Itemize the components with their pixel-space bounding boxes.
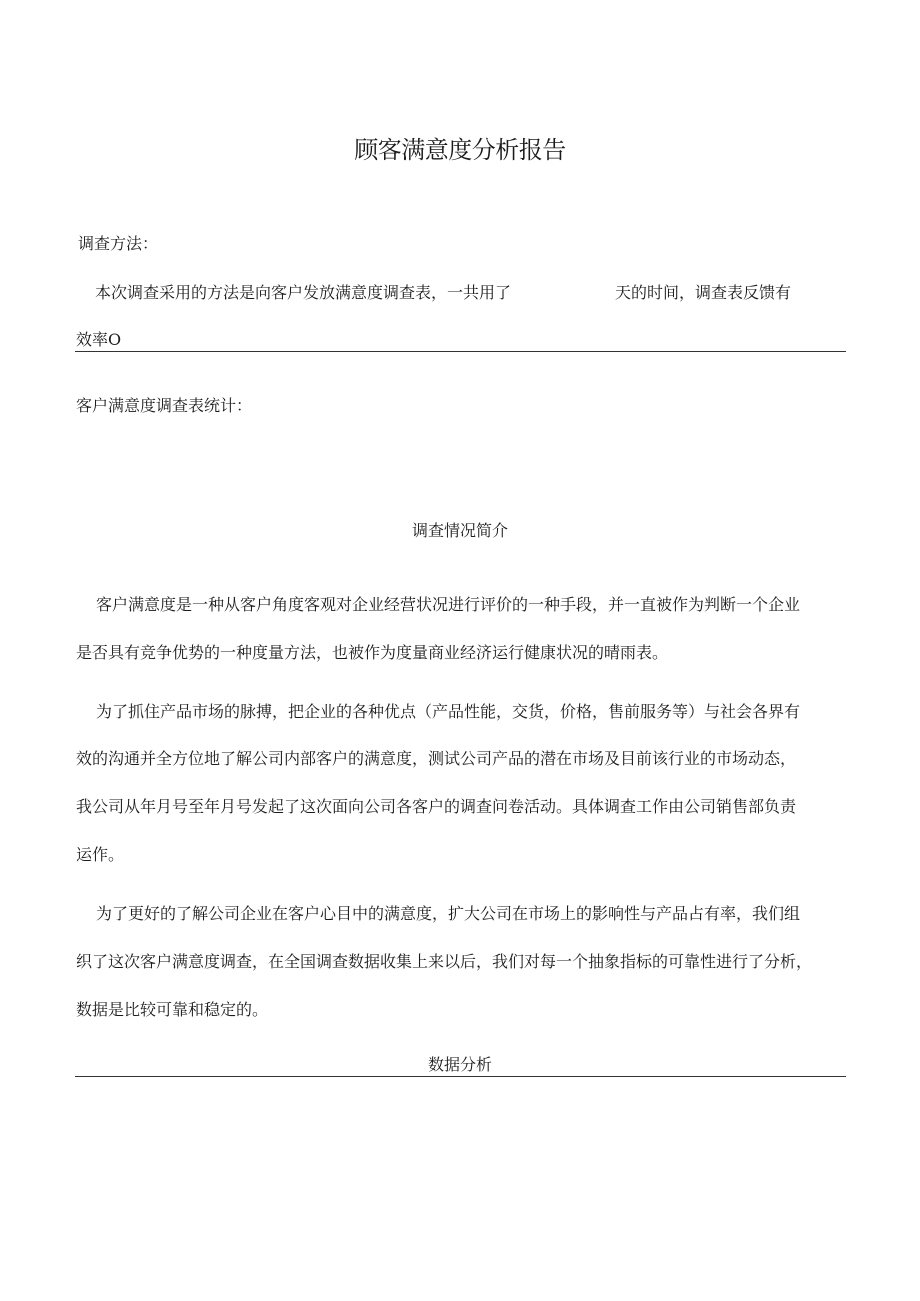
survey-method-line1-right: 天的时间，调查表反馈有: [615, 283, 792, 302]
intro-p1-line: 是否具有竞争优势的一种度量方法，也被作为度量商业经济运行健康状况的晴雨表。: [76, 643, 669, 662]
analysis-heading: 数据分析: [427, 1055, 492, 1074]
intro-section-heading: 调查情况简介: [411, 521, 508, 540]
intro-p2-line: 为了抓住产品市场的脉搏，把企业的各种优点（产品性能，交货，价格，售前服务等）与社会各界有: [96, 702, 801, 721]
intro-p3-line: 数据是比较可靠和稳定的。: [76, 1000, 269, 1019]
intro-p2-line: 运作。: [76, 845, 125, 864]
section-divider-bottom: [75, 1076, 846, 1077]
survey-method-line1-left: 本次调查采用的方法是向客户发放满意度调查表，一共用了: [95, 283, 512, 302]
intro-p3-line: 织了这次客户满意度调查，在全国调查数据收集上来以后，我们对每一个抽象指标的可靠性进行了分析，: [76, 952, 813, 971]
document-title: 顾客满意度分析报告: [354, 136, 566, 164]
intro-p2-line: 效的沟通并全方位地了解公司内部客户的满意度，测试公司产品的潜在市场及目前该行业的市场动态，: [76, 749, 797, 768]
survey-method-heading: 调查方法：: [78, 234, 159, 253]
section-divider-top: [75, 351, 846, 352]
stats-heading: 客户满意度调查表统计：: [76, 396, 253, 415]
intro-p3-line: 为了更好的了解公司企业在客户心目中的满意度，扩大公司在市场上的影响性与产品占有率，我们组: [96, 904, 801, 923]
intro-p1-line: 客户满意度是一种从客户角度客观对企业经营状况进行评价的一种手段，并一直被作为判断一个企业: [96, 595, 801, 614]
survey-method-line2: 效率O: [76, 330, 122, 349]
intro-p2-line: 我公司从年月号至年月号发起了这次面向公司各客户的调查问卷活动。具体调查工作由公司销售部负责: [76, 797, 797, 816]
